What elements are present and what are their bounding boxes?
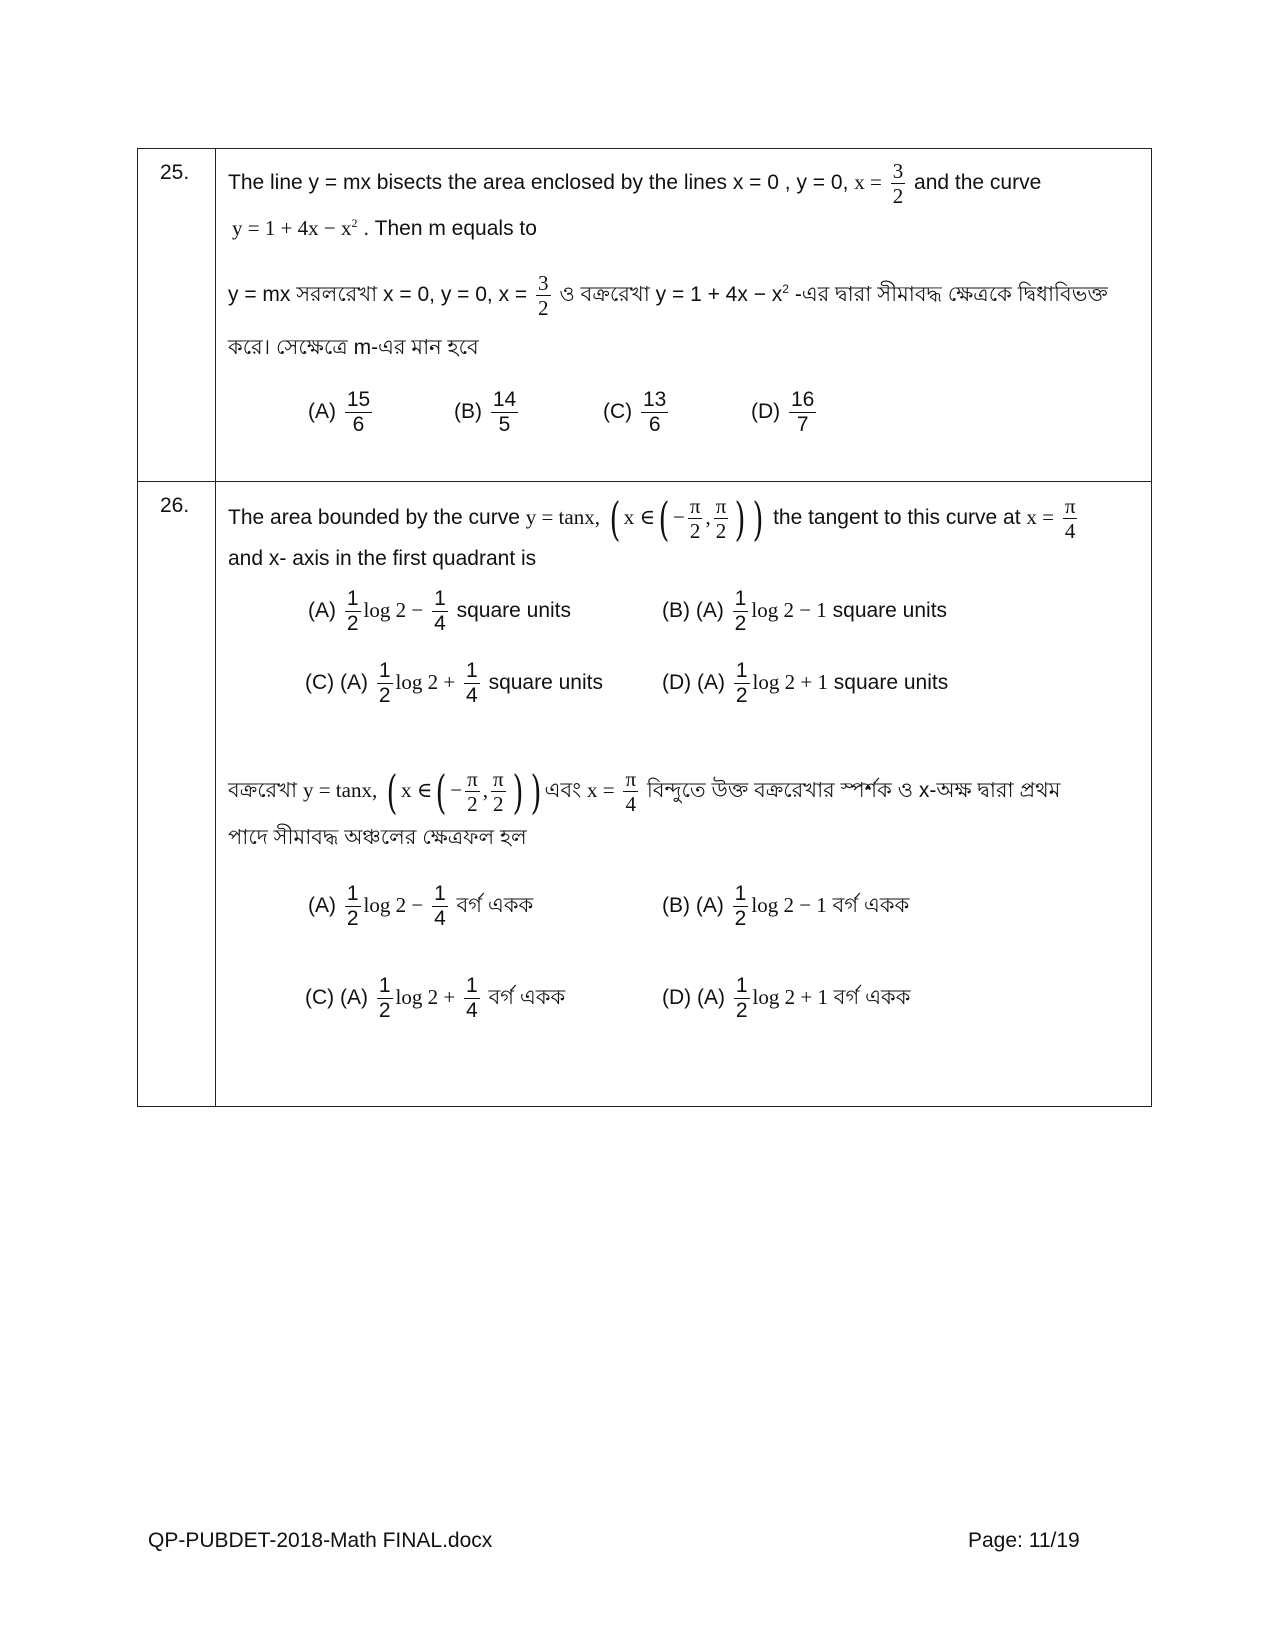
- questions-table: [137, 148, 1152, 1107]
- q26-bengali-line2: পাদে সীমাবদ্ধ অঞ্চলের ক্ষেত্রফল হল: [228, 825, 527, 849]
- question-number: 25.: [138, 149, 216, 482]
- q25-options: [228, 388, 1151, 458]
- option-b: (B) (A) $\frac{1}{2}$ log 2 − 1 square units: [662, 587, 948, 636]
- option-d: (D) (A) $\frac{1}{2}$ log 2 + 1 square units: [662, 659, 949, 708]
- q25-english-line2: $y = 1 + 4x - x^2$ . Then m equals to: [232, 216, 537, 241]
- option-c: (C) (A) $\frac{1}{2}$ log 2 + $\frac{1}{4}$ বর্গ একক: [305, 973, 566, 1022]
- q26-english-line1: The area bounded by the curve y = tanx, ( x ∈( − $\frac{\pi}{2}$ , $\frac{\pi}{2}$ ) ) the tangent to this curve at x = $\frac{\pi}{4}$: [228, 491, 1076, 546]
- option-b: (B) (A) $\frac{1}{2}$ log 2 − 1 বর্গ একক: [662, 881, 910, 930]
- q26-english-options: [228, 587, 1151, 737]
- q26-bengali-line1: বক্ররেখা y = tanx, ( x ∈( − $\frac{\pi}{2}$ , $\frac{\pi}{2}$ ) ) এবং x = $\frac{\pi}{4}$ বিন্দুতে উক্ত বক্ররেখার স্পর্শক ও x-অক্ষ দ্বারা প্রথম: [228, 764, 1061, 819]
- option-c: (C) $\frac{13}{6}$: [603, 387, 667, 436]
- footer-page-number: Page: 11/19: [968, 1529, 1080, 1552]
- option-d: (D) $\frac{16}{7}$: [751, 387, 815, 436]
- question-body: [216, 149, 1152, 482]
- option-d: (D) (A) $\frac{1}{2}$ log 2 + 1 বর্গ একক: [662, 973, 911, 1022]
- q26-english-line2: and x- axis in the first quadrant is: [228, 547, 537, 571]
- q25-bengali-line1: y = mx সরলরেখা x = 0, y = 0, x = $\frac{3}{2}$ ও বক্ররেখা $y = 1 + 4x - x^2$ -এর দ্বারা সীমাবদ্ধ ক্ষেত্রকে দ্বিধাবিভক্ত: [228, 271, 1108, 321]
- fraction: $\frac{3}{2}$: [538, 271, 549, 321]
- q26-bengali-options: [228, 882, 1151, 1052]
- question-number: 26.: [138, 482, 216, 1107]
- fraction: $\frac{3}{2}$: [892, 159, 904, 209]
- option-a: (A) $\frac{1}{2}$ log 2 − $\frac{1}{4}$ বর্গ একক: [308, 881, 534, 930]
- q25-bengali-line2: করে। সেক্ষেত্রে m-এর মান হবে: [228, 335, 479, 359]
- question-row-25: [138, 149, 1152, 482]
- option-a: (A) $\frac{15}{6}$: [308, 387, 371, 436]
- question-row-26: [138, 482, 1152, 1107]
- option-c: (C) (A) $\frac{1}{2}$ log 2 + $\frac{1}{4}$ square units: [305, 659, 603, 708]
- question-body: [216, 482, 1152, 1107]
- option-b: (B) $\frac{14}{5}$: [454, 387, 517, 436]
- q25-english-line1: The line y = mx bisects the area enclosed by the lines x = 0 , y = 0, x = $\frac{3}{2}$ and the curve: [228, 159, 1042, 209]
- option-a: (A) $\frac{1}{2}$ log 2 − $\frac{1}{4}$ square units: [308, 587, 571, 636]
- footer-filename: QP-PUBDET-2018-Math FINAL.docx: [148, 1529, 493, 1552]
